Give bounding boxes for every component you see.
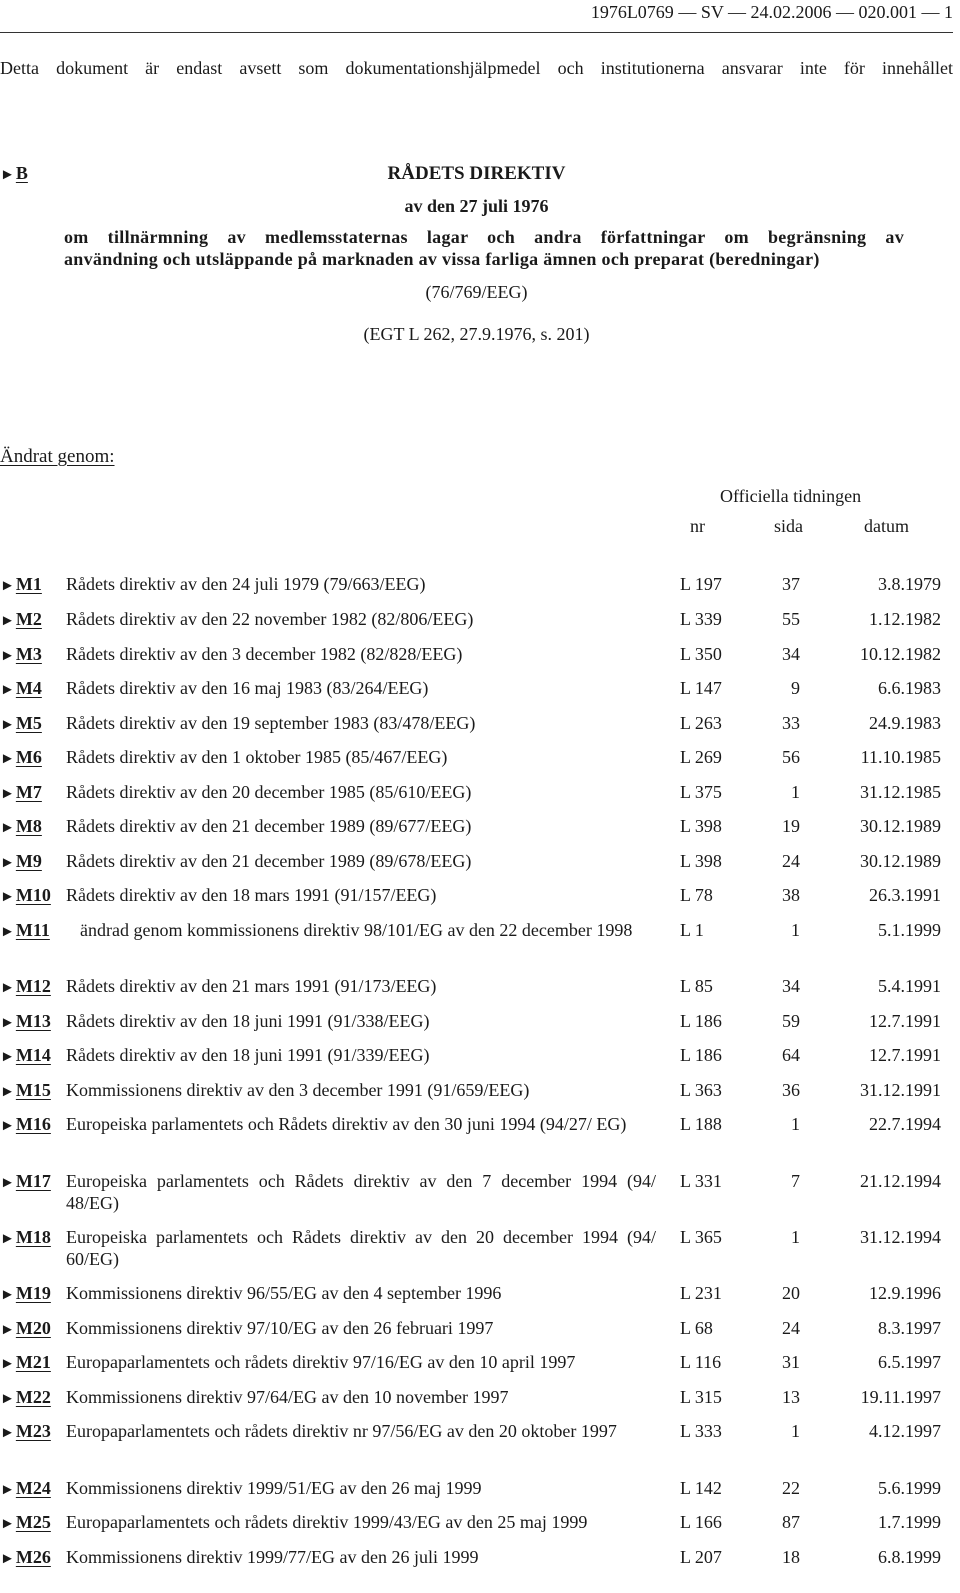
amendment-page: 59 (782, 1011, 800, 1031)
amendment-oj-number: L 1 (680, 920, 704, 940)
amendment-page: 38 (782, 885, 800, 905)
amendment-description: Europeiska parlamentets och Rådets direktiv av den 7 december 1994 (94/ 48/EG) (66, 1171, 656, 1213)
amendment-page: 1 (791, 782, 800, 802)
marker-arrow-icon: ► (0, 717, 14, 733)
marker-arrow-icon: ► (0, 1231, 14, 1247)
amendment-page: 64 (782, 1045, 800, 1065)
amendment-oj-number: L 398 (680, 851, 722, 871)
amendment-date: 5.4.1991 (878, 976, 941, 996)
amendment-description: Rådets direktiv av den 18 mars 1991 (91/157/EEG) (66, 885, 437, 905)
amendment-description: Kommissionens direktiv 1999/77/EG av den 26 juli 1999 (66, 1547, 479, 1567)
amendment-page: 56 (782, 747, 800, 767)
directive-subject-line2: användning och utsläppande på marknaden av vissa farliga ämnen och preparat (beredningar) (64, 249, 820, 269)
amendment-date: 6.5.1997 (878, 1352, 941, 1372)
amendment-code[interactable]: M8 (15, 816, 42, 836)
amendment-date: 31.12.1985 (860, 782, 941, 802)
amendment-page: 87 (782, 1512, 800, 1532)
amendment-code[interactable]: M26 (15, 1547, 51, 1567)
amendment-marker[interactable] (0, 1170, 51, 1194)
amendment-oj-number: L 166 (680, 1512, 722, 1532)
amendment-date: 22.7.1994 (869, 1114, 941, 1134)
amendment-code[interactable]: M25 (15, 1512, 51, 1532)
amendment-marker[interactable] (0, 643, 42, 667)
amendment-page: 34 (782, 976, 800, 996)
amendment-code[interactable]: M10 (15, 885, 51, 905)
amendment-oj-number: L 78 (680, 885, 713, 905)
amendment-marker[interactable] (0, 815, 42, 839)
amendment-code[interactable]: M24 (15, 1478, 51, 1498)
amendment-page: 36 (782, 1080, 800, 1100)
amendment-marker[interactable] (0, 850, 42, 874)
amendment-description: Rådets direktiv av den 1 oktober 1985 (85/467/EEG) (66, 747, 448, 767)
amendment-code[interactable]: M18 (15, 1227, 51, 1247)
amendment-description: Europaparlamentets och rådets direktiv 1999/43/EG av den 25 maj 1999 (66, 1512, 588, 1532)
amendment-page: 19 (782, 816, 800, 836)
marker-arrow-icon: ► (0, 1322, 14, 1338)
amendment-marker[interactable] (0, 1010, 51, 1034)
amendment-oj-number: L 365 (680, 1227, 722, 1247)
marker-arrow-icon: ► (0, 1175, 14, 1191)
amendment-code[interactable]: M13 (15, 1011, 51, 1031)
doc-lang: SV (700, 2, 724, 22)
amendment-page: 7 (791, 1171, 800, 1191)
amendment-code[interactable]: M7 (15, 782, 42, 802)
amendment-description: Europaparlamentets och rådets direktiv nr 97/56/EG av den 20 oktober 1997 (66, 1421, 617, 1441)
amendment-page: 13 (782, 1387, 800, 1407)
marker-arrow-icon: ► (0, 889, 14, 905)
amendment-date: 3.8.1979 (878, 574, 941, 594)
amendment-date: 5.1.1999 (878, 920, 941, 940)
amendment-oj-number: L 68 (680, 1318, 713, 1338)
amendment-description: Kommissionens direktiv 96/55/EG av den 4 september 1996 (66, 1283, 502, 1303)
amendment-code[interactable]: M16 (15, 1114, 51, 1134)
amendment-oj-number: L 375 (680, 782, 722, 802)
amendment-marker[interactable] (0, 919, 50, 943)
amendment-date: 31.12.1994 (860, 1227, 941, 1247)
amendment-marker[interactable] (0, 781, 42, 805)
marker-arrow-icon: ► (0, 786, 14, 802)
amendment-marker[interactable] (0, 1511, 51, 1535)
column-header-datum: datum (864, 516, 909, 536)
amendment-date: 1.12.1982 (869, 609, 941, 629)
marker-arrow-icon: ► (0, 682, 14, 698)
amendment-page: 22 (782, 1478, 800, 1498)
amendment-code[interactable]: M6 (15, 747, 42, 767)
amendment-date: 12.7.1991 (869, 1011, 941, 1031)
amendment-oj-number: L 197 (680, 574, 722, 594)
amendment-marker[interactable] (0, 1420, 51, 1444)
amendment-date: 30.12.1989 (860, 816, 941, 836)
amendment-marker[interactable] (0, 573, 42, 597)
amendment-description: Rådets direktiv av den 21 december 1989 (89/678/EEG) (66, 851, 472, 871)
amendment-marker[interactable] (0, 1113, 51, 1137)
column-header-sida: sida (774, 516, 803, 536)
marker-arrow-icon: ► (0, 167, 14, 183)
amendment-oj-number: L 263 (680, 713, 722, 733)
amendment-date: 30.12.1989 (860, 851, 941, 871)
marker-arrow-icon: ► (0, 924, 14, 940)
amendment-description: Rådets direktiv av den 22 november 1982 (82/806/EEG) (66, 609, 474, 629)
amendment-date: 5.6.1999 (878, 1478, 941, 1498)
amendment-marker[interactable] (0, 1317, 51, 1341)
amendment-description: Kommissionens direktiv 97/10/EG av den 26 februari 1997 (66, 1318, 494, 1338)
amendment-date: 24.9.1983 (869, 713, 941, 733)
amendment-description: Rådets direktiv av den 24 juli 1979 (79/663/EEG) (66, 574, 426, 594)
amendment-page: 24 (782, 1318, 800, 1338)
amendment-page: 1 (791, 1114, 800, 1134)
amendment-description: Rådets direktiv av den 18 juni 1991 (91/338/EEG) (66, 1011, 430, 1031)
amendment-page: 20 (782, 1283, 800, 1303)
amendment-code[interactable]: M14 (15, 1045, 51, 1065)
amendment-description: Rådets direktiv av den 16 maj 1983 (83/264/EEG) (66, 678, 429, 698)
marker-arrow-icon: ► (0, 1425, 14, 1441)
page-number: 1 (944, 2, 953, 22)
amendment-page: 31 (782, 1352, 800, 1372)
amendment-oj-number: L 147 (680, 678, 722, 698)
amendment-marker[interactable] (0, 1351, 51, 1375)
amendment-oj-number: L 186 (680, 1011, 722, 1031)
marker-arrow-icon: ► (0, 613, 14, 629)
amendment-code[interactable]: M17 (15, 1171, 51, 1191)
amendment-marker[interactable] (0, 746, 42, 770)
disclaimer: Detta dokument är endast avsett som dokumentationshjälpmedel och institutionerna ansvarar inte för innehållet (0, 58, 953, 78)
amendment-oj-number: L 188 (680, 1114, 722, 1134)
amendment-oj-number: L 116 (680, 1352, 722, 1372)
amendment-code[interactable]: M5 (15, 713, 42, 733)
amendment-date: 6.6.1983 (878, 678, 941, 698)
doc-id: 1976L0769 (590, 2, 674, 22)
marker-arrow-icon: ► (0, 578, 14, 594)
amendment-marker[interactable] (0, 1044, 51, 1068)
amendment-description: Kommissionens direktiv av den 3 december 1991 (91/659/EEG) (66, 1080, 530, 1100)
amendment-description: Kommissionens direktiv 1999/51/EG av den 26 maj 1999 (66, 1478, 482, 1498)
amendment-code[interactable]: M2 (15, 609, 42, 629)
amendment-code[interactable]: M11 (15, 920, 50, 940)
amendment-marker[interactable] (0, 1079, 51, 1103)
doc-version: 020.001 (858, 2, 917, 22)
amendment-oj-number: L 339 (680, 609, 722, 629)
amendment-oj-number: L 333 (680, 1421, 722, 1441)
amendment-code[interactable]: M15 (15, 1080, 51, 1100)
marker-arrow-icon: ► (0, 1482, 14, 1498)
running-header: 1976L0769 — SV — 24.02.2006 — 020.001 — 1 (590, 2, 953, 22)
amendment-oj-number: L 207 (680, 1547, 722, 1567)
amendment-oj-number: L 85 (680, 976, 713, 996)
marker-arrow-icon: ► (0, 855, 14, 871)
amendment-date: 10.12.1982 (860, 644, 941, 664)
doc-date: 24.02.2006 (750, 2, 832, 22)
amendment-code[interactable]: M22 (15, 1387, 51, 1407)
amendment-code[interactable]: M20 (15, 1318, 51, 1338)
amendment-oj-number: L 331 (680, 1171, 722, 1191)
marker-arrow-icon: ► (0, 820, 14, 836)
amendment-description: Rådets direktiv av den 21 mars 1991 (91/173/EEG) (66, 976, 437, 996)
marker-arrow-icon: ► (0, 648, 14, 664)
official-journal-header: Officiella tidningen (720, 486, 862, 506)
amendment-date: 4.12.1997 (869, 1421, 941, 1441)
marker-arrow-icon: ► (0, 1551, 14, 1567)
amendment-date: 26.3.1991 (869, 885, 941, 905)
marker-arrow-icon: ► (0, 1084, 14, 1100)
marker-arrow-icon: ► (0, 1049, 14, 1065)
marker-arrow-icon: ► (0, 1118, 14, 1134)
amendment-date: 19.11.1997 (860, 1387, 941, 1407)
amendment-oj-number: L 142 (680, 1478, 722, 1498)
amendment-marker[interactable] (0, 884, 51, 908)
amendment-marker[interactable] (0, 1282, 51, 1306)
marker-arrow-icon: ► (0, 1516, 14, 1532)
amendment-oj-number: L 186 (680, 1045, 722, 1065)
amendment-page: 37 (782, 574, 800, 594)
amendment-code[interactable]: M21 (15, 1352, 51, 1372)
marker-arrow-icon: ► (0, 1391, 14, 1407)
amendment-page: 1 (791, 1227, 800, 1247)
amendment-oj-number: L 231 (680, 1283, 722, 1303)
amendment-marker[interactable] (0, 1546, 51, 1570)
amendment-marker[interactable] (0, 677, 42, 701)
amendment-description: Europaparlamentets och rådets direktiv 97/16/EG av den 10 april 1997 (66, 1352, 576, 1372)
amendment-description: Rådets direktiv av den 20 december 1985 (85/610/EEG) (66, 782, 472, 802)
amendment-oj-number: L 350 (680, 644, 722, 664)
amended-by-label: Ändrat genom: (0, 446, 115, 467)
amendment-page: 55 (782, 609, 800, 629)
amendment-marker[interactable] (0, 1477, 51, 1501)
amendment-description: Rådets direktiv av den 19 september 1983 (83/478/EEG) (66, 713, 476, 733)
amendment-marker[interactable] (0, 1226, 51, 1250)
marker-arrow-icon: ► (0, 1015, 14, 1031)
amendment-code[interactable]: M1 (15, 574, 42, 594)
marker-arrow-icon: ► (0, 980, 14, 996)
marker-arrow-icon: ► (0, 1287, 14, 1303)
directive-date: av den 27 juli 1976 (404, 196, 549, 216)
marker-arrow-icon: ► (0, 1356, 14, 1372)
marker-arrow-icon: ► (0, 751, 14, 767)
amendment-date: 21.12.1994 (860, 1171, 941, 1191)
amendment-description: Rådets direktiv av den 3 december 1982 (82/828/EEG) (66, 644, 463, 664)
amendment-description: Europeiska parlamentets och Rådets direktiv av den 30 juni 1994 (94/27/ EG) (66, 1114, 627, 1134)
directive-title: RÅDETS DIREKTIV (387, 163, 566, 184)
amendment-page: 34 (782, 644, 800, 664)
amendment-date: 1.7.1999 (878, 1512, 941, 1532)
amendment-page: 9 (791, 678, 800, 698)
directive-reference: (EGT L 262, 27.9.1976, s. 201) (363, 324, 590, 344)
amendment-code[interactable]: M12 (15, 976, 51, 996)
amendment-page: 24 (782, 851, 800, 871)
amendment-code[interactable]: M3 (15, 644, 42, 664)
amendment-oj-number: L 269 (680, 747, 722, 767)
amendment-date: 8.3.1997 (878, 1318, 941, 1338)
amendment-marker[interactable] (0, 975, 51, 999)
base-marker-code[interactable]: B (15, 163, 28, 183)
amendment-code[interactable]: M19 (15, 1283, 51, 1303)
amendment-description: Rådets direktiv av den 21 december 1989 (89/677/EEG) (66, 816, 472, 836)
amendment-description: Europeiska parlamentets och Rådets direktiv av den 20 december 1994 (94/ 60/EG) (66, 1227, 656, 1269)
directive-subject (64, 226, 904, 270)
amendment-code[interactable]: M23 (15, 1421, 51, 1441)
header-rule (0, 32, 953, 33)
amendment-date: 12.9.1996 (869, 1283, 941, 1303)
amendment-date: 31.12.1991 (860, 1080, 941, 1100)
amendment-page: 18 (782, 1547, 800, 1567)
amendment-oj-number: L 363 (680, 1080, 722, 1100)
amendment-page: 33 (782, 713, 800, 733)
amendment-date: 11.10.1985 (860, 747, 941, 767)
column-header-nr: nr (690, 516, 705, 536)
amendment-date: 12.7.1991 (869, 1045, 941, 1065)
amendment-page: 1 (791, 920, 800, 940)
amendment-page: 1 (791, 1421, 800, 1441)
amendment-oj-number: L 398 (680, 816, 722, 836)
amendment-description: Rådets direktiv av den 18 juni 1991 (91/339/EEG) (66, 1045, 430, 1065)
amendment-date: 6.8.1999 (878, 1547, 941, 1567)
amendment-marker[interactable] (0, 1386, 51, 1410)
amendment-oj-number: L 315 (680, 1387, 722, 1407)
amendment-description: ändrad genom kommissionens direktiv 98/101/EG av den 22 december 1998 (80, 920, 633, 940)
directive-subject-line1: om tillnärmning av medlemsstaternas lagar och andra författningar om begränsning av (64, 227, 904, 247)
amendment-code[interactable]: M9 (15, 851, 42, 871)
amendment-description: Kommissionens direktiv 97/64/EG av den 10 november 1997 (66, 1387, 509, 1407)
amendment-marker[interactable] (0, 608, 42, 632)
directive-number: (76/769/EEG) (425, 282, 528, 302)
amendment-marker[interactable] (0, 712, 42, 736)
amendment-code[interactable]: M4 (15, 678, 42, 698)
